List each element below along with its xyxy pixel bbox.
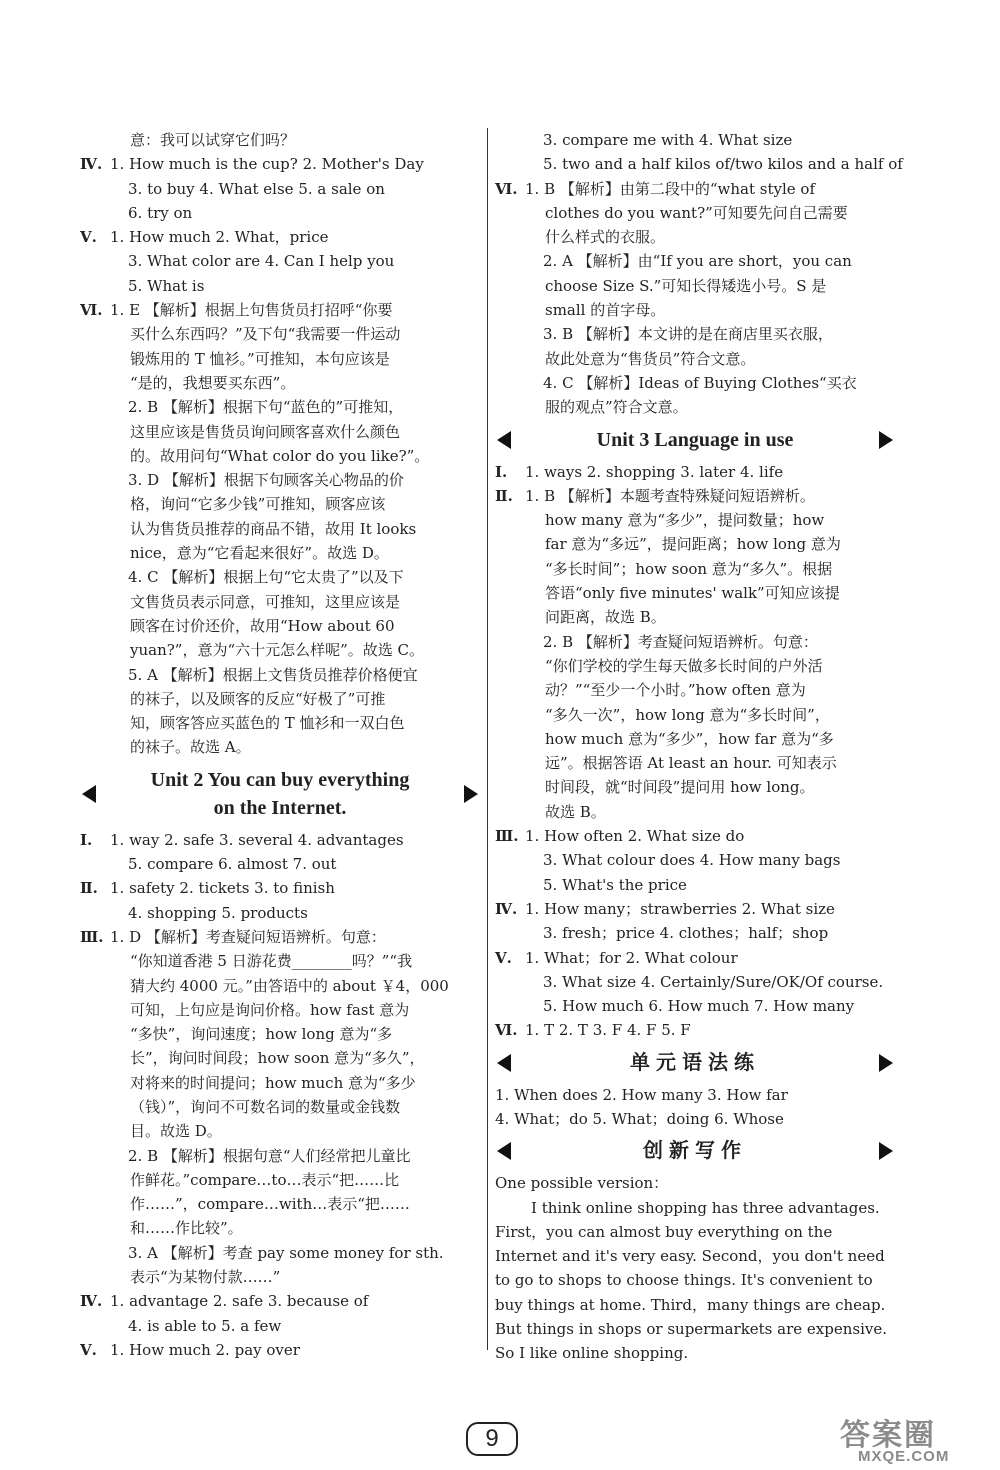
answer-line: [495, 532, 895, 556]
answer-line: [495, 395, 895, 419]
answer-line: [495, 298, 895, 322]
answer-line: [80, 974, 480, 998]
answer-text: 格，询问“它多少钱”可推知，顾客应该: [130, 495, 386, 514]
answer-line: [80, 687, 480, 711]
answer-line: [80, 517, 480, 541]
answer-text: 买什么东西吗？”及下句“我需要一件运动: [130, 325, 401, 344]
answer-line: [80, 828, 480, 852]
answer-text: nice，意为“它看起来很好”。故选 D。: [130, 544, 389, 563]
answer-text: choose Size S.”可知长得矮选小号。S 是: [545, 276, 827, 295]
answer-line: [495, 1171, 895, 1195]
answer-text: 5. A 【解析】根据上文售货员推荐价格便宜: [128, 665, 418, 684]
answer-text: buy things at home. Third，many things are cheap.: [495, 1295, 886, 1314]
answer-line: [80, 1192, 480, 1216]
answer-line: [80, 998, 480, 1022]
answer-line: [495, 946, 895, 970]
answer-line: [495, 460, 895, 484]
answer-line: [495, 1341, 895, 1365]
answer-text: 5. What's the price: [543, 875, 687, 894]
answer-line: [80, 177, 480, 201]
answer-line: [80, 876, 480, 900]
answer-text: 作……”，compare…with…表示“把……: [130, 1195, 410, 1214]
answer-line: [495, 1244, 895, 1268]
answer-line: [80, 565, 480, 589]
answer-text: 3. fresh；price 4. clothes；half；shop: [543, 924, 829, 943]
section-numeral: Ⅴ.: [80, 228, 97, 247]
left-column: [80, 128, 480, 1362]
answer-line: [80, 852, 480, 876]
answer-text: “多久一次”，how long 意为“多长时间”，: [545, 705, 830, 724]
answer-line: [80, 590, 480, 614]
answer-text: 时间段，就“时间段”提问用 how long。: [545, 778, 815, 797]
answer-line: [80, 1216, 480, 1240]
answer-text: 3. D 【解析】根据下句顾客关心物品的价: [128, 471, 404, 490]
answer-text: how many 意为“多少”，提问数量；how: [545, 511, 825, 530]
answer-text: 1. How much 2. pay over: [110, 1340, 300, 1359]
answer-line: [80, 128, 480, 152]
section-numeral: Ⅲ.: [495, 827, 519, 846]
answer-text: 5. compare 6. almost 7. out: [128, 855, 337, 874]
answer-line: [495, 1196, 895, 1220]
arrow-left-icon: [497, 431, 511, 449]
answer-line: [495, 775, 895, 799]
answer-text: But things in shops or supermarkets are expensive.: [495, 1320, 887, 1339]
answer-line: [80, 1265, 480, 1289]
section-title: 创新写作: [643, 1140, 747, 1163]
answer-line: [80, 638, 480, 662]
section-numeral: Ⅵ.: [495, 1021, 518, 1040]
answer-line: [80, 1071, 480, 1095]
answer-line: [80, 1119, 480, 1143]
answer-line: [80, 901, 480, 925]
answer-text: 1. ways 2. shopping 3. later 4. life: [525, 462, 784, 481]
answer-text: 5. two and a half kilos of/two kilos and a half of: [543, 155, 903, 174]
answer-text: 长”，询问时间段；how soon 意为“多久”，: [130, 1049, 425, 1068]
answer-line: [495, 678, 895, 702]
answer-text: clothes do you want?”可知要先问自己需要: [545, 203, 848, 222]
answer-text: 这里应该是售货员询问顾客喜欢什么颜色: [130, 422, 401, 441]
answer-line: [495, 1317, 895, 1341]
answer-text: （钱）”，询问不可数名词的数量或金钱数: [130, 1097, 401, 1116]
answer-text: 对将来的时间提问；how much 意为“多少: [130, 1073, 416, 1092]
answer-text: 4. C 【解析】根据上句“它太贵了”以及下: [128, 568, 404, 587]
answer-line: [495, 703, 895, 727]
answer-text: 1. When does 2. How many 3. How far: [495, 1085, 788, 1104]
answer-line: [495, 508, 895, 532]
answer-text: “多长时间”；how soon 意为“多久”。根据: [545, 559, 833, 578]
answer-text: 远”。根据答语 At least an hour. 可知表示: [545, 754, 837, 773]
answer-text: Internet and it's very easy. Second，you don't need: [495, 1247, 885, 1266]
arrow-right-icon: [879, 1054, 893, 1072]
answer-text: “多快”，询问速度；how long 意为“多: [130, 1025, 393, 1044]
answer-line: [80, 1338, 480, 1362]
answer-line: [80, 949, 480, 973]
answer-line: [495, 177, 895, 201]
answer-line: [80, 711, 480, 735]
answer-text: 1. advantage 2. safe 3. because of: [110, 1292, 369, 1311]
answer-text: 1. D 【解析】考查疑问短语辨析。句意：: [110, 927, 386, 946]
answer-line: [80, 420, 480, 444]
answer-line: [80, 1289, 480, 1313]
answer-line: [80, 152, 480, 176]
answer-text: 4. C 【解析】Ideas of Buying Clothes“买衣: [543, 373, 857, 392]
answer-line: [80, 201, 480, 225]
section-header: [495, 1046, 895, 1080]
answer-text: 问距离，故选 B。: [545, 608, 666, 627]
answer-text: how much 意为“多少”，how far 意为“多: [545, 729, 834, 748]
answer-line: [495, 1293, 895, 1317]
answer-text: 6. try on: [128, 203, 193, 222]
answer-text: 的袜子。故选 A。: [130, 738, 251, 757]
answer-text: 1. E 【解析】根据上句售货员打招呼“你要: [110, 301, 393, 320]
answer-text: 3. What size 4. Certainly/Sure/OK/Of course.: [543, 972, 884, 991]
arrow-right-icon: [879, 431, 893, 449]
answer-line: [495, 201, 895, 225]
answer-line: [495, 225, 895, 249]
answer-text: 目。故选 D。: [130, 1122, 222, 1141]
answer-text: 4. What；do 5. What；doing 6. Whose: [495, 1109, 784, 1128]
answer-text: small 的首字母。: [545, 301, 666, 320]
answer-text: 2. A 【解析】由“If you are short，you can: [543, 252, 852, 271]
section-header: [495, 1134, 895, 1168]
answer-text: “你知道香港 5 日游花费________吗？”“我: [130, 952, 413, 971]
answer-text: yuan?”，意为“六十元怎么样呢”。故选 C。: [130, 641, 425, 660]
answer-line: [495, 1107, 895, 1131]
arrow-right-icon: [879, 1142, 893, 1160]
answer-text: 认为售货员推荐的商品不错，故用 It looks: [130, 519, 417, 538]
watermark-url: MXQE.COM: [858, 1448, 950, 1465]
section-numeral: Ⅳ.: [495, 899, 518, 918]
answer-line: [495, 848, 895, 872]
answer-line: [495, 654, 895, 678]
answer-line: [495, 581, 895, 605]
answer-line: [80, 663, 480, 687]
answer-line: [80, 1314, 480, 1338]
answer-text: 4. shopping 5. products: [128, 903, 308, 922]
answer-line: [80, 541, 480, 565]
answer-text: 4. is able to 5. a few: [128, 1316, 282, 1335]
answer-line: [80, 1144, 480, 1168]
answer-text: far 意为“多远”，提问距离；how long 意为: [545, 535, 841, 554]
section-numeral: Ⅱ.: [80, 879, 98, 898]
answer-text: 5. What is: [128, 276, 205, 295]
watermark-logo: [830, 1410, 990, 1466]
answer-line: [495, 727, 895, 751]
answer-line: [495, 1220, 895, 1244]
answer-text: 2. B 【解析】根据下句“蓝色的”可推知，: [128, 398, 404, 417]
answer-line: [495, 824, 895, 848]
answer-text: 3. B 【解析】本文讲的是在商店里买衣服，: [543, 325, 833, 344]
answer-text: 3. to buy 4. What else 5. a sale on: [128, 179, 385, 198]
answer-line: [80, 395, 480, 419]
section-numeral: Ⅵ.: [80, 301, 103, 320]
section-numeral: Ⅰ.: [80, 830, 93, 849]
arrow-left-icon: [82, 785, 96, 803]
section-numeral: Ⅱ.: [495, 486, 513, 505]
answer-line: [495, 371, 895, 395]
answer-line: [495, 751, 895, 775]
answer-text: 意：我可以试穿它们吗？: [130, 131, 296, 149]
answer-text: 和……作比较”。: [130, 1219, 243, 1238]
answer-line: [495, 970, 895, 994]
answer-text: 1. How much is the cup? 2. Mother's Day: [110, 155, 424, 174]
answer-text: 1. How much 2. What，price: [110, 228, 329, 247]
answer-line: [80, 468, 480, 492]
answer-line: [80, 1095, 480, 1119]
answer-line: [495, 128, 895, 152]
section-title: Unit 3 Language in use: [596, 428, 794, 451]
answer-text: One possible version：: [495, 1174, 669, 1193]
answer-line: [80, 925, 480, 949]
answer-text: 故此处意为“售货员”符合文意。: [545, 349, 756, 368]
section-numeral: Ⅵ.: [495, 179, 518, 198]
answer-line: [80, 492, 480, 516]
answer-text: 什么样式的衣服。: [545, 228, 666, 247]
answer-text: 的。故用问句“What color do you like?”。: [130, 446, 430, 465]
answer-text: 3. What color are 4. Can I help you: [128, 252, 395, 271]
answer-line: [495, 873, 895, 897]
arrow-left-icon: [497, 1054, 511, 1072]
answer-text: 顾客在讨价还价，故用“How about 60: [130, 616, 395, 635]
answer-text: 故选 B。: [545, 802, 606, 821]
answer-line: [80, 1022, 480, 1046]
answer-text: 2. B 【解析】根据句意“人们经常把儿童比: [128, 1146, 411, 1165]
right-column: [495, 128, 903, 1366]
answer-line: [80, 298, 480, 322]
answer-text: So I like online shopping.: [495, 1344, 689, 1363]
answer-text: 5. How much 6. How much 7. How many: [543, 997, 855, 1016]
section-numeral: Ⅴ.: [80, 1340, 97, 1359]
answer-line: [495, 897, 895, 921]
answer-text: 1. B 【解析】本题考查特殊疑问短语辨析。: [525, 486, 815, 505]
answer-line: [495, 921, 895, 945]
section-header: [80, 763, 480, 825]
answer-text: 1. safety 2. tickets 3. to finish: [110, 879, 335, 898]
answer-line: [495, 484, 895, 508]
answer-text: 1. What；for 2. What colour: [525, 948, 738, 967]
answer-line: [495, 1268, 895, 1292]
answer-text: 1. How many；strawberries 2. What size: [525, 899, 835, 918]
answer-line: [495, 347, 895, 371]
answer-line: [495, 322, 895, 346]
answer-line: [495, 605, 895, 629]
answer-text: 知，顾客答应买蓝色的 T 恤衫和一双白色: [130, 714, 405, 733]
watermark-text: 答案圈: [840, 1419, 936, 1452]
answer-line: [495, 800, 895, 824]
arrow-left-icon: [497, 1142, 511, 1160]
answer-text: 答语“only five minutes' walk”可知应该提: [545, 584, 840, 603]
answer-line: [80, 322, 480, 346]
answer-line: [495, 994, 895, 1018]
answer-line: [80, 347, 480, 371]
answer-line: [495, 630, 895, 654]
answer-text: 1. T 2. T 3. F 4. F 5. F: [525, 1021, 691, 1040]
section-numeral: Ⅳ.: [80, 155, 103, 174]
section-title-line2: on the Internet.: [213, 796, 347, 819]
answer-text: 1. B 【解析】由第二段中的“what style of: [525, 179, 816, 198]
answer-line: [80, 371, 480, 395]
answer-line: [495, 1018, 895, 1042]
answer-text: 1. way 2. safe 3. several 4. advantages: [110, 830, 404, 849]
answer-line: [80, 1241, 480, 1265]
answer-line: [495, 274, 895, 298]
answer-line: [495, 249, 895, 273]
answer-text: First，you can almost buy everything on the: [495, 1222, 833, 1241]
answer-line: [495, 152, 903, 176]
answer-line: [80, 1168, 480, 1192]
answer-line: [80, 444, 480, 468]
answer-line: [495, 557, 895, 581]
answer-text: to go to shops to choose things. It's convenient to: [495, 1271, 873, 1290]
answer-text: 猜大约 4000 元。”由答语中的 about ￥4，000: [130, 976, 449, 995]
section-title: 单元语法练: [630, 1051, 760, 1074]
answer-text: 锻炼用的 T 恤衫。”可推知，本句应该是: [130, 349, 390, 368]
arrow-right-icon: [464, 785, 478, 803]
column-divider: [487, 128, 488, 1350]
answer-text: “你们学校的学生每天做多长时间的户外活: [545, 656, 823, 675]
answer-text: I think online shopping has three advantages.: [531, 1198, 880, 1217]
answer-text: 服的观点”符合文意。: [545, 398, 688, 417]
answer-line: [80, 225, 480, 249]
answer-text: 动？”“至少一个小时。”how often 意为: [545, 681, 806, 700]
answer-line: [80, 735, 480, 759]
section-numeral: Ⅴ.: [495, 948, 512, 967]
answer-text: 3. What colour does 4. How many bags: [543, 851, 841, 870]
answer-text: 表示“为某物付款……”: [130, 1268, 281, 1287]
answer-line: [80, 614, 480, 638]
section-header: [495, 423, 895, 457]
answer-text: 3. A 【解析】考查 pay some money for sth.: [128, 1243, 444, 1262]
section-numeral: Ⅳ.: [80, 1292, 103, 1311]
answer-text: 2. B 【解析】考查疑问短语辨析。句意：: [543, 632, 818, 651]
answer-text: 的袜子，以及顾客的反应“好极了”可推: [130, 689, 386, 708]
answer-text: 可知，上句应是询问价格。how fast 意为: [130, 1000, 410, 1019]
answer-line: [80, 1046, 480, 1070]
page-number: 9: [466, 1422, 518, 1456]
answer-line: [80, 249, 480, 273]
answer-line: [495, 1083, 895, 1107]
answer-text: 1. How often 2. What size do: [525, 827, 745, 846]
answer-text: “是的，我想要买东西”。: [130, 373, 296, 392]
section-numeral: Ⅰ.: [495, 462, 508, 481]
answer-text: 作鲜花。”compare…to…表示“把……比: [130, 1170, 400, 1189]
answer-line: [80, 274, 480, 298]
answer-text: 文售货员表示同意，可推知，这里应该是: [130, 592, 401, 611]
section-numeral: Ⅲ.: [80, 927, 104, 946]
answer-text: 3. compare me with 4. What size: [543, 131, 793, 149]
section-title: Unit 2 You can buy everything: [150, 768, 410, 791]
